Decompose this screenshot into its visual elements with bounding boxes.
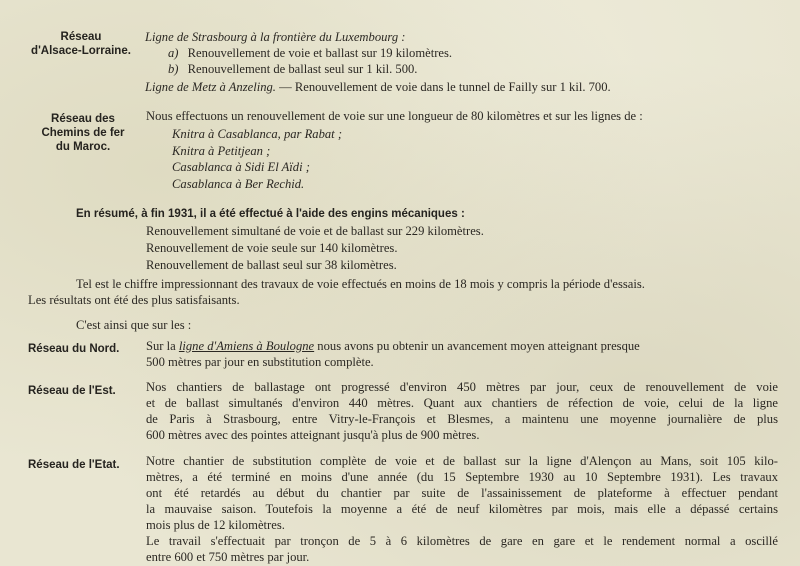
- alsace-item-b: [168, 62, 417, 78]
- alsace-item-a-marker: a): [168, 46, 179, 60]
- alsace-item-b-text: Renouvellement de ballast seul sur 1 kil. 500.: [187, 62, 418, 76]
- etat-line-1: Notre chantier de substitution complète de voie et de ballast sur la ligne d'Alençon au Mans, soit 105 kilo-: [146, 454, 778, 468]
- maroc-line-4: Casablanca à Ber Rechid.: [172, 177, 305, 191]
- label-alsace-line1: Réseau: [60, 31, 102, 43]
- label-maroc-line2: Chemins de fer: [41, 127, 125, 139]
- alsace-metz-title: Ligne de Metz à Anzeling.: [145, 80, 276, 94]
- etat-line-4: la mauvaise saison. Toutefois la moyenne a été de neuf kilomètres par mois, mais elle a dépassé certains: [146, 502, 778, 516]
- label-alsace-line2: d'Alsace-Lorraine.: [31, 45, 131, 57]
- label-etat: Réseau de l'Etat.: [28, 459, 120, 471]
- maroc-intro: Nous effectuons un renouvellement de voie sur une longueur de 80 kilomètres et sur les lignes de :: [146, 109, 643, 123]
- alsace-metz-line: [145, 80, 611, 96]
- maroc-line-3: Casablanca à Sidi El Aïdi ;: [172, 160, 310, 174]
- alsace-line-title: Ligne de Strasbourg à la frontière du Luxembourg :: [145, 30, 406, 44]
- nord-line1-rest: nous avons pu obtenir un avancement moyen atteignant presque: [314, 339, 640, 353]
- label-est: Réseau de l'Est.: [28, 385, 116, 397]
- conclusion-ainsi: C'est ainsi que sur les :: [76, 318, 192, 332]
- nord-pre: Sur la: [146, 339, 179, 353]
- maroc-line-1: Knitra à Casablanca, par Rabat ;: [172, 127, 343, 141]
- alsace-item-a: [168, 46, 452, 62]
- etat-line-5: mois plus de 12 kilomètres.: [146, 518, 285, 532]
- alsace-metz-text: — Renouvellement de voie dans le tunnel de Failly sur 1 kil. 700.: [275, 80, 611, 94]
- summary-heading: En résumé, à fin 1931, il a été effectué à l'aide des engins mécaniques :: [76, 208, 465, 220]
- nord-line-1: [146, 339, 640, 355]
- label-maroc-line3: du Maroc.: [55, 141, 111, 153]
- etat-line-2: mètres, a été terminé en moins d'une année (du 15 Septembre 1930 au 10 Septembre 1931). Les travaux: [146, 470, 778, 484]
- nord-line-name: ligne d'Amiens à Boulogne: [178, 339, 315, 353]
- etat-line-6: Le travail s'effectuait par tronçon de 5 à 6 kilomètres de gare en gare et le rendement normal a oscillé: [146, 534, 778, 548]
- etat-line-7: entre 600 et 750 mètres par jour.: [146, 550, 310, 564]
- est-line-3: de Paris à Strasbourg, entre Vitry-le-François et Blesmes, a maintenu une moyenne journalière de plus: [146, 412, 778, 426]
- est-line-2: et de ballast simultanés d'environ 440 mètres. Quant aux chantiers de réfection de voie, celui de la ligne: [146, 396, 778, 410]
- maroc-line-2: Knitra à Petitjean ;: [172, 144, 271, 158]
- conclusion-line-2: Les résultats ont été des plus satisfaisants.: [28, 293, 240, 307]
- label-alsace-lorraine: [22, 30, 140, 58]
- label-maroc: [28, 112, 138, 154]
- summary-item-1: Renouvellement simultané de voie et de ballast sur 229 kilomètres.: [146, 224, 484, 238]
- est-line-1: Nos chantiers de ballastage ont progressé d'environ 450 mètres par jour, ceux de renouvellement de voie: [146, 380, 778, 394]
- conclusion-line-1: Tel est le chiffre impressionnant des travaux de voie effectués en moins de 18 mois y compris la période d'essais.: [76, 277, 645, 291]
- nord-line-2: 500 mètres par jour en substitution complète.: [146, 355, 374, 369]
- summary-item-3: Renouvellement de ballast seul sur 38 kilomètres.: [146, 258, 397, 272]
- alsace-item-b-marker: b): [168, 62, 179, 76]
- label-nord: Réseau du Nord.: [28, 343, 120, 355]
- est-line-4: 600 mètres avec des pointes atteignant jusqu'à plus de 900 mètres.: [146, 428, 480, 442]
- label-maroc-line1: Réseau des: [51, 113, 115, 125]
- etat-line-3: ont été retardés au début du chantier par suite de l'assainissement de plateforme à effectuer pendant: [146, 486, 778, 500]
- alsace-item-a-text: Renouvellement de voie et ballast sur 19 kilomètres.: [187, 46, 453, 60]
- summary-item-2: Renouvellement de voie seule sur 140 kilomètres.: [146, 241, 398, 255]
